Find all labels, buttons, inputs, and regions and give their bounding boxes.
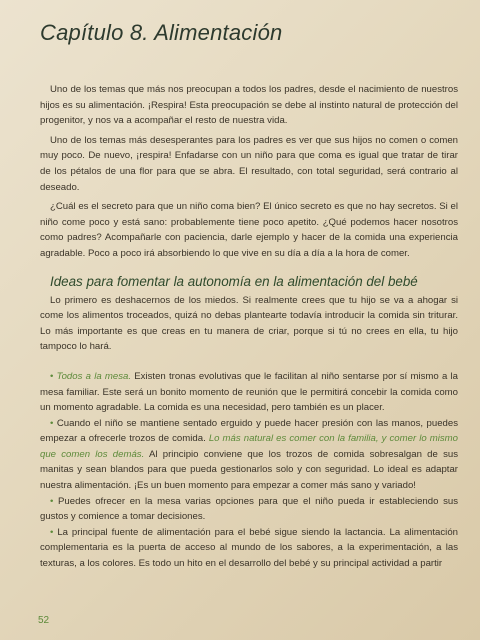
list-item bbox=[40, 369, 458, 416]
bullet-icon: • bbox=[50, 370, 54, 382]
item-text: Existen tronas evolutivas que le facilitan al niño sentarse por sí mismo a la mesa familiar. Este será un bonito momento de reunión que le permitirá concebir la comida como un momento agradable. La comida es una necesidad, pero también es un placer. bbox=[40, 370, 458, 414]
item-text: Al principio conviene que los trozos de comida sobresalgan de sus manitas y sean blandos para que pueda gestionarlos solo y con seguridad. Lo ideal es adaptar nuestra alimentación. ¡Es un buen momento para empezar a comer más sano y variado! bbox=[40, 448, 458, 492]
paragraph: Uno de los temas más desesperantes para los padres es ver que sus hijos no comen o comen muy poco. De nuevo, ¡respira! Enfadarse con un niño para que coma es igual que tratar de tirar de los pétalos de una flor para que se abra. El resultado, con total seguridad, será contrario al deseado. bbox=[40, 134, 458, 193]
highlight-text: Todos a la mesa. bbox=[56, 370, 132, 382]
item-text: Cuando el niño se mantiene sentado erguido y puede hacer presión con las manos, puedes empezar a ofrecerle trozos de comida. bbox=[40, 417, 458, 445]
bullet-icon: • bbox=[50, 526, 54, 538]
list-item bbox=[40, 494, 458, 525]
paragraph: Lo primero es deshacernos de los miedos. Si realmente crees que tu hijo se va a ahogar si come los alimentos troceados, quizá no debas plantearte todavía introducir la comida sin triturar. Lo más importante es que creas en tu manera de criar, porque si tú no crees en ella, tu hijo tampoco lo hará. bbox=[40, 294, 458, 353]
item-text: Puedes ofrecer en la mesa varias opciones para que el niño pueda ir estableciendo sus gustos y comience a tomar decisiones. bbox=[40, 495, 458, 523]
section-text bbox=[40, 293, 458, 355]
intro-text bbox=[40, 82, 458, 262]
page-number: 52 bbox=[38, 615, 50, 626]
highlight-text: Lo más natural es comer con la familia, y comer lo mismo que comen los demás. bbox=[40, 433, 458, 460]
item-text: La principal fuente de alimentación para el bebé sigue siendo la lactancia. La alimentación complementaria es la puerta de acceso al mundo de los sabores, a la experimentación, a las texturas, a los colores. Es todo un hito en el desarrollo del bebé y su principal actividad a partir bbox=[40, 526, 458, 570]
paragraph: Uno de los temas que más nos preocupan a todos los padres, desde el nacimiento de nuestros hijos es su alimentación. ¡Respira! Esta preocupación se debe al instinto natural de protección del progenitor, y nos va a acompañar el resto de nuestra vida. bbox=[40, 84, 458, 127]
section-title: Ideas para fomentar la autonomía en la alimentación del bebé bbox=[50, 273, 418, 289]
paragraph: ¿Cuál es el secreto para que un niño coma bien? El único secreto es que no hay secretos. Si el niño come poco y está sano: probablemente tiene poco apetito. ¿Qué podemos hacer nosotros como padres? Acompañarle con paciencia, darle ejemplo y hacer de la comida una experiencia agradable. Poco a poco irá absorbiendo lo que vive en su día a día a la hora de comer. bbox=[40, 201, 458, 259]
list-item bbox=[40, 416, 458, 494]
list-item bbox=[40, 525, 458, 572]
bullet-icon: • bbox=[50, 417, 54, 429]
bullet-list bbox=[40, 369, 458, 572]
chapter-title: Capítulo 8. Alimentación bbox=[40, 20, 283, 45]
bullet-icon: • bbox=[50, 495, 54, 507]
